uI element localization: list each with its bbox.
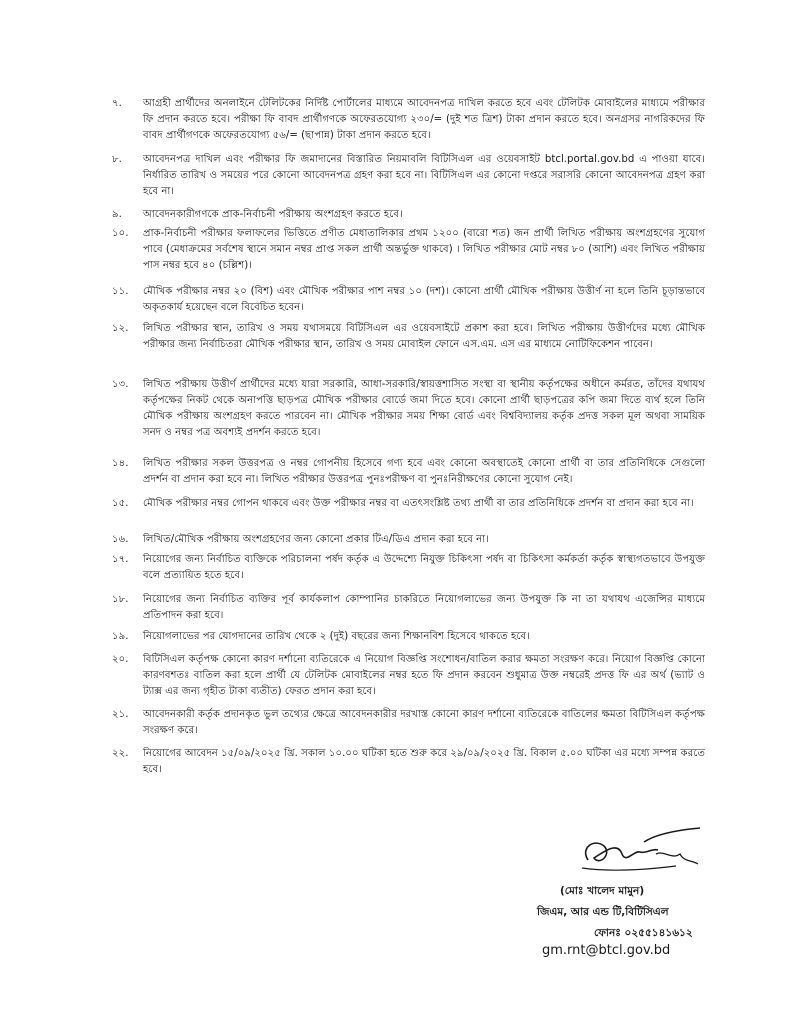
clause-number: ১৪. xyxy=(112,458,129,469)
clause-text: নিয়োগের আবেদন ১৫/০৯/২০২৫ খ্রি. সকাল ১০.০০ ঘটিকা হতে শুরু করে ২৯/০৯/২০২৫ খ্রি. বিকাল ৫.০০ ঘটিকা এর মধ্যে সম্পন্ন করতে হবে। xyxy=(143,748,705,775)
clause-text: নিয়োগলাভের পর যোগদানের তারিখ থেকে ২ (দুই) বছরের জন্য শিক্ষানবিশ হিসেবে থাকতে হবে। xyxy=(143,631,530,642)
clause-text: লিখিত পরীক্ষার স্থান, তারিখ ও সময় যথাসময়ে বিটিসিএল এর ওয়েবসাইটে প্রকাশ করা হবে। লিখিত পরীক্ষায় উত্তীর্ণদের মধ্যে মৌখিক পরীক্ষার জন্য নির্বাচিতরা মৌখিক পরীক্ষার স্থান, তারিখ ও সময় মোবাইল ফোনে এস.এম. এস এর মাধ্যমে নোটিফিকেশন পাবেন। xyxy=(143,323,705,350)
clause-number: ২১. xyxy=(112,709,129,720)
clause-number: ২২. xyxy=(112,748,129,759)
signatory-phone: ফোনঃ ০২৫৫১৪১৬১২ xyxy=(594,927,693,939)
signatory-name: (মোঃ খালেদ মামুন) xyxy=(560,885,645,897)
clause-number: ১২. xyxy=(112,323,129,334)
clause-text: নিয়োগের জন্য নির্বাচিত ব্যক্তিকে পরিচালনা পর্ষদ কর্তৃক এ উদ্দেশ্যে নিযুক্ত চিকিৎসা পর্ষদ বা চিকিৎসা কর্মকর্তা কর্তৃক স্বাস্থ্যগতভাবে উপযুক্ত বলে প্রত্যায়িত হতে হবে। xyxy=(143,554,705,581)
clause-number: ৮. xyxy=(112,154,122,165)
clause-number: ১৩. xyxy=(112,379,129,390)
clause-number: ১০. xyxy=(112,228,129,239)
clause-number: ১১. xyxy=(112,286,129,297)
clause-text: লিখিত পরীক্ষার সকল উত্তরপত্র ও নম্বর গোপনীয় হিসেবে গণ্য হবে এবং কোনো অবস্থাতেই কোনো প্রার্থী বা তার প্রতিনিধিকে সেগুলো প্রদর্শন বা প্রদান করা হবে না। লিখিত পরীক্ষার উত্তরপত্র পুনঃপরীক্ষণ বা পুনঃনিরীক্ষণের কোনো সুযোগ নেই। xyxy=(143,458,705,485)
clause-text: লিখিত পরীক্ষায় উত্তীর্ণ প্রার্থীদের মধ্যে যারা সরকারি, আধা-সরকারি/স্বায়ত্তশাসিত সংস্থা বা স্থানীয় কর্তৃপক্ষের অধীনে কর্মরত, তাঁদের যথাযথ কর্তৃপক্ষের নিকট থেকে অনাপত্তি ছাড়পত্র মৌখিক পরীক্ষার বোর্ডে জমা দিতে হবে। কোনো প্রার্থী ছাড়পত্রের কপি জমা দিতে ব্যর্থ হলে তিনি মৌখিক পরীক্ষায় অংশগ্রহণ করতে পারবেন না। মৌখিক পরীক্ষার সময় শিক্ষা বোর্ড এবং বিশ্ববিদ্যালয় কর্তৃক প্রদত্ত সকল মূল অথবা সাময়িক সনদ ও নম্বর পত্র অবশ্যই প্রদর্শন করতে হবে। xyxy=(143,379,705,438)
clause-text: বিটিসিএল কর্তৃপক্ষ কোনো কারণ দর্শানো ব্যতিরেকে এ নিয়োগ বিজ্ঞপ্তি সংশোধন/বাতিল করার ক্ষমতা সংরক্ষণ করে। নিয়োগ বিজ্ঞপ্তি কোনো কারণবশতঃ বাতিল করা হলে প্রার্থী যে টেলিটক মোবাইলের নম্বর হতে ফি প্রদান করবেন শুধুমাত্র উক্ত নম্বরেই প্রদত্ত ফি এর অর্থ (ভ্যাট ও ট্যাক্স এর জন্য গৃহীত টাকা ব্যতীত) ফেরত প্রদান করা হবে। xyxy=(143,654,705,697)
clause-number: ১৮. xyxy=(112,594,129,605)
clause-text: প্রাক-নির্বাচনী পরীক্ষার ফলাফলের ভিত্তিতে প্রণীত মেধাতালিকার প্রথম ১২০০ (বারো শত) জন প্রার্থী লিখিত পরীক্ষায় অংশগ্রহণের সুযোগ পাবে (মেধাক্রমের সর্বশেষ স্থানে সমান নম্বর প্রাপ্ত সকল প্রার্থী অন্তর্ভুক্ত থাকবে) । লিখিত পরীক্ষার মোট নম্বর ৮০ (আশি) এবং লিখিত পরীক্ষায় পাস নম্বর হবে ৪০ (চল্লিশ)। xyxy=(143,228,705,271)
clause-number: ১৯. xyxy=(112,631,129,642)
clause-text: মৌখিক পরীক্ষার নম্বর ২০ (বিশ) এবং মৌখিক পরীক্ষার পাশ নম্বর ১০ (দশ)। কোনো প্রার্থী মৌখিক পরীক্ষায় উত্তীর্ণ না হলে তিনি চূড়ান্তভাবে অকৃতকার্য হয়েছেন বলে বিবেচিত হবেন। xyxy=(143,286,705,313)
clause-text: আবেদনকারীগণকে প্রাক-নির্বাচনী পরীক্ষায় অংশগ্রহণ করতে হবে। xyxy=(143,209,403,220)
clause-number: ১৫. xyxy=(112,498,129,509)
clause-text: আবেদনকারী কর্তৃক প্রদানকৃত ভুল তথ্যের ক্ষেত্রে আবেদনকারীর দরখাস্ত কোনো কারণ দর্শানো ব্যতিরেকে বাতিলের ক্ষমতা বিটিসিএল কর্তৃপক্ষ সংরক্ষণ করে। xyxy=(143,709,705,736)
clause-number: ২০. xyxy=(112,654,129,665)
clause-number: ১৭. xyxy=(112,554,129,565)
clause-text: আগ্রহী প্রার্থীদের অনলাইনে টেলিটকের নির্দিষ্ট পোর্টালের মাধ্যমে আবেদনপত্র দাখিল করতে হবে এবং টেলিটক মোবাইলের মাধ্যমে পরীক্ষার ফি প্রদান করতে হবে। পরীক্ষা ফি বাবদ প্রার্থীগণকে অফেরতযোগ্য ২৩০/= (দুই শত ত্রিশ) টাকা প্রদান করতে হবে। অনগ্রসর নাগরিকদের ফি বাবদ প্রার্থীগণকে অফেরতযোগ্য ৫৬/= (ছাপান্ন) টাকা প্রদান করতে হবে। xyxy=(143,98,705,141)
clause-text: আবেদনপত্র দাখিল এবং পরীক্ষার ফি জমাদানের বিস্তারিত নিয়মাবলি বিটিসিএল এর ওয়েবসাইট btcl.portal.gov.bd এ পাওয়া যাবে। নির্ধারিত তারিখ ও সময়ের পরে কোনো আবেদনপত্র গ্রহণ করা হবে না। বিটিসিএল এর কোনো দপ্তরে সরাসরি কোনো আবেদনপত্র গ্রহণ করা হবে না। xyxy=(143,154,705,197)
handwritten-signature-icon xyxy=(560,820,720,880)
signatory-email: gm.rnt@btcl.gov.bd xyxy=(542,943,671,958)
clause-text: লিখিত/মৌখিক পরীক্ষায় অংশগ্রহণের জন্য কোনো প্রকার টিএ/ডিএ প্রদান করা হবে না। xyxy=(143,534,489,545)
clause-text: মৌখিক পরীক্ষার নম্বর গোপন থাকবে এবং উক্ত পরীক্ষার নম্বর বা এতৎসংশ্লিষ্ট তথ্য প্রার্থী বা তার প্রতিনিধিকে প্রদর্শন বা প্রদান করা হবে না। xyxy=(143,498,694,509)
clause-number: ৭. xyxy=(112,98,122,109)
signature-block xyxy=(520,820,760,980)
clause-number: ৯. xyxy=(112,209,122,220)
clause-number: ১৬. xyxy=(112,534,129,545)
clause-text: নিয়োগের জন্য নির্বাচিত ব্যক্তির পূর্ব কার্যকলাপ কোম্পানির চাকরিতে নিয়োগলাভের জন্য উপযুক্ত কি না তা যথাযথ এজেন্সির মাধ্যমে প্রতিপাদন করা হবে। xyxy=(143,594,705,621)
signatory-designation: জিএম, আর এন্ড টি,বিটিসিএল xyxy=(537,906,669,918)
